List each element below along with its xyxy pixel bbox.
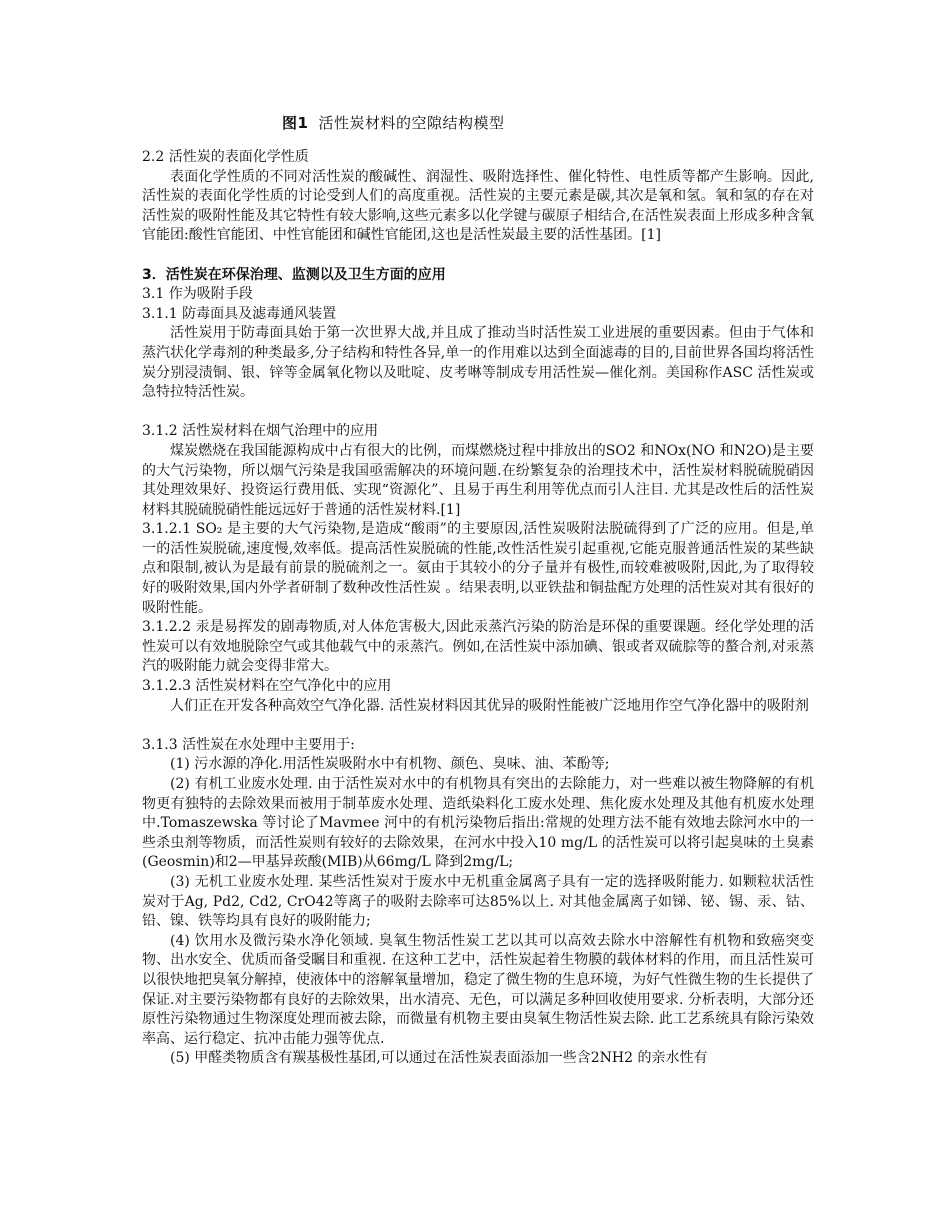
list-item: (3) 无机工业废水处理. 某些活性炭对于废水中无机重金属离子具有一定的选择吸附能力. 如颗粒状活性炭对于Ag, Pd2, Cd2, CrO42等离子的吸附去除率可达85%以上. 对其他金属离子如锑、铋、锡、汞、钴、铅、镍、铁等均具有良好的吸附能力; — [142, 873, 814, 930]
section-3-1-1-heading: 3.1.1 防毒面具及滤毒通风装置 — [142, 305, 337, 322]
list-item: (1) 污水源的净化.用活性炭吸附水中有机物、颜色、臭味、油、苯酚等; — [170, 756, 610, 773]
section-3-1-1-paragraph: 活性炭用于防毒面具始于第一次世界大战,并且成了推动当时活性炭工业进展的重要因素。但由于气体和蒸汽状化学毒剂的种类最多,分子结构和特性各异,单一的作用难以达到全面滤毒的目的,目前世界各国均将活性炭分别浸渍铜、银、锌等金属氧化物以及吡啶、皮考啉等制成专用活性炭—催化剂。美国称作ASC 活性炭或急特拉特活性炭。 — [142, 325, 814, 401]
section-2-2-heading: 2.2 活性炭的表面化学性质 — [142, 149, 309, 165]
section-3-1-2-2-paragraph: 3.1.2.2 汞是易挥发的剧毒物质,对人体危害极大,因此汞蒸汽污染的防治是环保的重要课题。经化学处理的活性炭可以有效地脱除空气或其他载气中的汞蒸汽。例如,在活性炭中添加碘、银或者双硫腙等的螯合剂,对汞蒸汽的吸附能力就会变得非常大。 — [142, 619, 814, 675]
document-body — [142, 148, 814, 1069]
spacer — [142, 246, 814, 266]
section-3-1-2-3-paragraph: 人们正在开发各种高效空气净化器. 活性炭材料因其优异的吸附性能被广泛地用作空气净化器中的吸附剂 — [170, 697, 809, 714]
list-item: (4) 饮用水及微污染水净化领域. 臭氧生物活性炭工艺以其可以高效去除水中溶解性有机物和致癌突变物、出水安全、优质而备受瞩目和重视. 在这种工艺中，活性炭起着生物膜的载体材料的作用，而且活性炭可以很快地把臭氧分解掉，使液体中的溶解氧量增加，稳定了微生物的生息环境，为好气性微生物的生长提供了保证.对主要污染物都有良好的去除效果，出水清亮、无色，可以满足多种回收使用要求. 分析表明，大部分还原性污染物通过生物深度处理而被去除，而微量有机物主要由臭氧生物活性炭去除. 此工艺系统具有除污染效率高、运行稳定、抗冲击能力强等优点. — [142, 932, 814, 1047]
list-item: (2) 有机工业废水处理. 由于活性炭对水中的有机物具有突出的去除能力，对一些难以被生物降解的有机物更有独特的去除效果而被用于制革废水处理、造纸染料化工废水处理、焦化废水处理及其他有机废水处理中.Tomaszewska 等讨论了Mavmee 河中的有机污染物后指出:常规的处理方法不能有效地去除河水中的一些杀虫剂等物质，而活性炭则有较好的去除效果，在河水中投入10 mg/L 的活性炭可以将引起臭味的土臭素(Geosmin)和2—甲基异莰酸(MIB)从66mg/L 降到2mg/L; — [142, 776, 814, 871]
section-3-1-2-heading: 3.1.2 活性炭材料在烟气治理中的应用 — [142, 423, 379, 440]
section-3-1-2-1-paragraph: 3.1.2.1 SO₂ 是主要的大气污染物,是造成“酸雨”的主要原因,活性炭吸附法脱硫得到了广泛的应用。但是,单一的活性炭脱硫,速度慢,效率低。提高活性炭脱硫的性能,改性活性炭引起重视,它能克服普通活性炭的某些缺点和限制,被认为是最有前景的脱硫剂之一。氨由于其较小的分子量并有极性,而较难被吸附,因此,为了取得较好的吸附效果,国内外学者研制了数种改性活性炭 。结果表明,以亚铁盐和铜盐配方处理的活性炭对其有很好的吸附性能。 — [142, 521, 814, 616]
section-3-1-2-paragraph: 煤炭燃烧在我国能源构成中占有很大的比例，而煤燃烧过程中排放出的SO2 和NOx(NO 和N2O)是主要的大气污染物，所以烟气污染是我国亟需解决的环境问题.在纷繁复杂的治理技术中，活性炭材料脱硫脱硝因其处理效果好、投资运行费用低、实现“资源化”、且易于再生利用等优点而引人注目. 尤其是改性后的活性炭材料其脱硫脱硝性能远远好于普通的活性炭材料.[1] — [142, 442, 814, 518]
section-2-2-paragraph: 表面化学性质的不同对活性炭的酸碱性、润湿性、吸附选择性、催化特性、电性质等都产生影响。因此,活性炭的表面化学性质的讨论受到人们的高度重视。活性炭的主要元素是碳,其次是氧和氢。氧和氢的存在对活性炭的吸附性能及其它特性有较大影响,这些元素多以化学键与碳原子相结合,在活性炭表面上形成多种含氧官能团:酸性官能团、中性官能团和碱性官能团,这也是活性炭最主要的活性基团。[1] — [142, 168, 814, 244]
list-item: (5) 甲醛类物质含有羰基极性基团,可以通过在活性炭表面添加一些含2NH2 的亲水性有 — [170, 1050, 708, 1067]
section-3-heading: 3．活性炭在环保治理、监测以及卫生方面的应用 — [142, 266, 446, 283]
spacer — [142, 403, 814, 423]
figure-caption — [282, 112, 504, 133]
figure-title: 活性炭材料的空隙结构模型 — [318, 114, 505, 132]
section-3-1-2-3-heading: 3.1.2.3 活性炭材料在空气净化中的应用 — [142, 678, 392, 695]
spacer — [142, 716, 814, 736]
figure-label: 图1 — [282, 114, 309, 132]
section-3-1-heading: 3.1 作为吸附手段 — [142, 286, 253, 303]
section-3-1-3-heading: 3.1.3 活性炭在水处理中主要用于: — [142, 736, 355, 753]
